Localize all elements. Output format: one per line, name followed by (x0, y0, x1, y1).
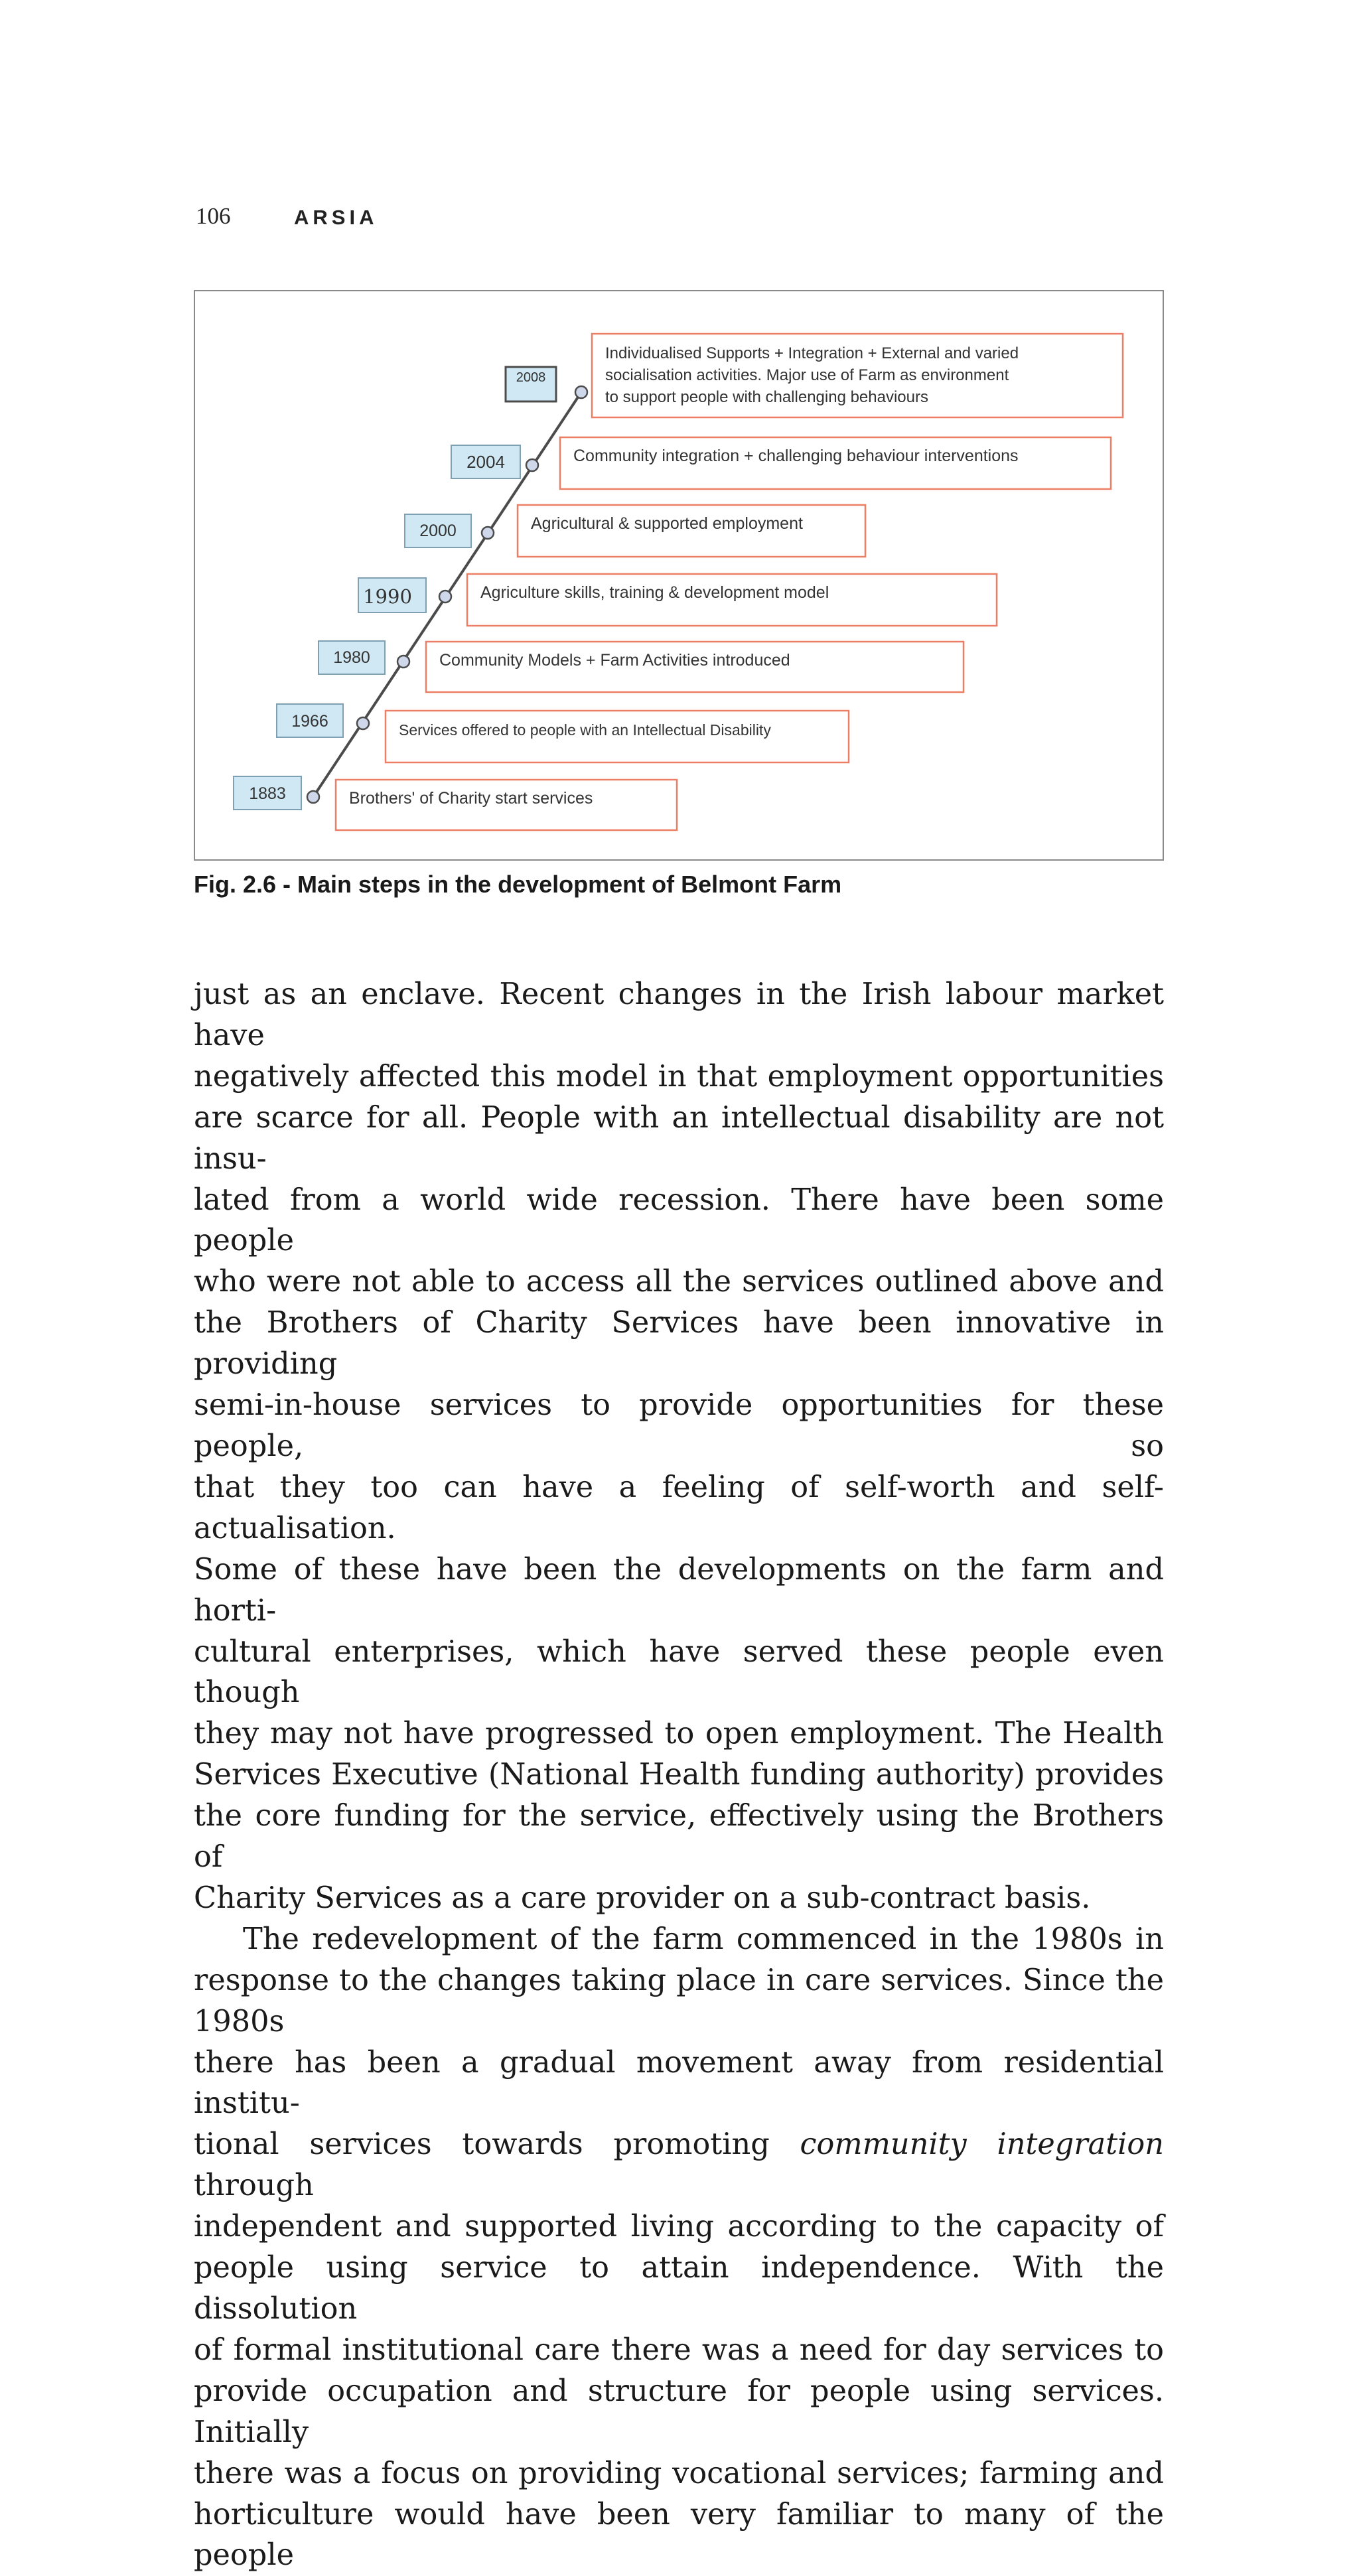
timeline-node-2000 (482, 527, 494, 539)
timeline-node-1990 (439, 591, 451, 603)
body-line: of formal institutional care there was a need for day services to (194, 2332, 1164, 2367)
body-line: Some of these have been the developments on the farm and horti- (194, 1551, 1164, 1628)
page-number: 106 (196, 203, 231, 229)
body-line: response to the changes taking place in care services. Since the 1980s (194, 1962, 1164, 2039)
year-label-1980: 1980 (333, 648, 370, 667)
timeline-step-1990 (358, 574, 997, 626)
body-line: people using service to attain independence. With the dissolution (194, 2250, 1164, 2326)
emphasis-community-integration: community integration (800, 2127, 1164, 2162)
body-line: there has been a gradual movement away from residential institu- (194, 2044, 1164, 2121)
timeline-step-1883 (234, 776, 677, 830)
event-text-2000: Agricultural & supported employment (531, 514, 803, 533)
year-label-2000: 2000 (419, 522, 457, 540)
timeline-step-1966 (277, 704, 849, 762)
body-line: semi-in-house services to provide opportunities for these people, so (194, 1388, 1164, 1463)
body-line: who were not able to access all the services outlined above and (194, 1264, 1164, 1299)
year-label-2004: 2004 (466, 452, 505, 472)
timeline-node-1966 (357, 717, 369, 729)
body-line-with-emphasis (194, 2124, 1164, 2206)
body-line: are scarce for all. People with an intellectual disability are not insu- (194, 1100, 1164, 1176)
event-text-1883: Brothers' of Charity start services (349, 789, 593, 808)
body-line: cultural enterprises, which have served these people even though (194, 1634, 1164, 1710)
running-header (196, 199, 1165, 239)
timeline-node-1980 (397, 656, 409, 668)
body-text (194, 974, 1164, 2576)
body-line: independent and supported living according to the capacity of (194, 2209, 1164, 2244)
year-label-1966: 1966 (291, 712, 328, 731)
body-line: Charity Services as a care provider on a sub-contract basis. (194, 1880, 1091, 1915)
body-line: the Brothers of Charity Services have been innovative in providing (194, 1305, 1164, 1382)
timeline-step-1980 (319, 641, 964, 692)
body-line-part: tional services towards promoting (194, 2127, 800, 2162)
timeline-node-2004 (526, 459, 538, 471)
timeline-node-2008 (575, 386, 587, 398)
body-line: they may not have progressed to open employment. The Health (194, 1716, 1164, 1751)
timeline-step-2000 (405, 505, 865, 557)
event-text-2008-line-2: socialisation activities. Major use of Farm as environment (605, 366, 1009, 384)
body-line: that they too can have a feeling of self-worth and self-actualisation. (194, 1469, 1164, 1545)
year-label-2008: 2008 (516, 370, 546, 385)
timeline-step-2008 (506, 334, 1123, 417)
body-line: lated from a world wide recession. There have been some people (194, 1182, 1164, 1258)
event-text-2008-line-1: Individualised Supports + Integration + External and varied (605, 344, 1019, 362)
year-label-1883: 1883 (249, 784, 286, 803)
year-label-1990: 1990 (363, 585, 412, 608)
timeline-node-1883 (307, 791, 319, 803)
running-title: ARSIA (294, 206, 378, 229)
timeline-diagram (195, 291, 1163, 859)
event-text-2008-line-3: to support people with challenging behaviours (605, 388, 928, 406)
body-line: provide occupation and structure for people using services. Initially (194, 2373, 1164, 2449)
body-line: there was a focus on providing vocational services; farming and (194, 2455, 1164, 2490)
body-line: The redevelopment of the farm commenced in the 1980s in (243, 1921, 1164, 1956)
figure-frame (194, 290, 1164, 861)
event-text-1966: Services offered to people with an Intellectual Disability (399, 721, 771, 739)
body-line: negatively affected this model in that employment opportunities (194, 1058, 1164, 1094)
body-line: just as an enclave. Recent changes in the Irish labour market have (194, 977, 1164, 1052)
event-text-1980: Community Models + Farm Activities introduced (439, 651, 790, 670)
timeline-step-2004 (451, 437, 1111, 489)
body-line: Services Executive (National Health funding authority) provides (194, 1757, 1164, 1792)
figure-caption: Fig. 2.6 - Main steps in the development of Belmont Farm (194, 871, 842, 898)
body-line-part: through (194, 2168, 314, 2203)
event-text-2004: Community integration + challenging behaviour interventions (573, 447, 1019, 465)
body-line: horticulture would have been very familiar to many of the people (194, 2496, 1164, 2573)
body-line: the core funding for the service, effectively using the Brothers of (194, 1798, 1164, 1875)
event-text-1990: Agriculture skills, training & development model (480, 583, 829, 602)
